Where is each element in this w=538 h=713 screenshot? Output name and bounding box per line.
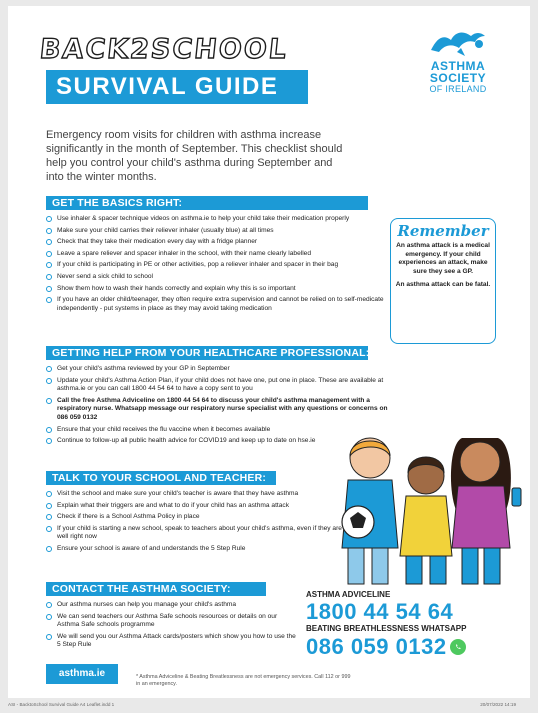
section-heading-contact: CONTACT THE ASTHMA SOCIETY: — [46, 582, 266, 596]
checkbox-circle-icon[interactable] — [46, 503, 52, 509]
remember-title: Remember — [397, 222, 489, 240]
checkbox-circle-icon[interactable] — [46, 514, 52, 520]
logo-line-asthma: ASTHMA — [430, 59, 486, 73]
checkbox-circle-icon[interactable] — [46, 438, 52, 444]
checkbox-circle-icon[interactable] — [46, 491, 52, 497]
bird-logo-icon — [427, 28, 489, 58]
checklist-item: Visit the school and make sure your child's teacher is aware that they have asthma — [46, 490, 346, 499]
section-heading-healthcare: GETTING HELP FROM YOUR HEALTHCARE PROFESSIONAL: — [46, 346, 368, 360]
checklist-item: Ensure that your child receives the flu vaccine when it becomes available — [46, 426, 391, 435]
section-heading-basics: GET THE BASICS RIGHT: — [46, 196, 368, 210]
checklist-item: Check that they take their medication every day with a fridge planner — [46, 238, 391, 247]
checkbox-circle-icon[interactable] — [46, 526, 52, 532]
whatsapp-icon — [450, 639, 466, 655]
checklist-item: If your child is starting a new school, speak to teachers about your child's asthma, even if they are well right now — [46, 525, 346, 542]
checkbox-circle-icon[interactable] — [46, 274, 52, 280]
checklist-basics — [46, 215, 391, 316]
whatsapp-number[interactable]: 086 059 0132 — [306, 634, 447, 659]
back2school-title: BACK2SCHOOL — [38, 34, 290, 65]
checklist-item: Get your child's asthma reviewed by your GP in September — [46, 365, 391, 374]
checklist-item: Show them how to wash their hands correctly and explain why this is so important — [46, 285, 391, 294]
asthma-ie-link[interactable]: asthma.ie — [46, 664, 118, 684]
checklist-item: Update your child's Asthma Action Plan, if your child does not have one, put one in place. These are available at asthma.ie or you can call 1800 44 54 64 to have a copy sent to you — [46, 377, 391, 394]
intro-paragraph: Emergency room visits for children with asthma increase significantly in the month of September. This checklist should help you control your child's asthma during September and into the winter months. — [46, 129, 343, 183]
checklist-item: Continue to follow-up all public health advice for COVID19 and keep up to date on hse.ie — [46, 437, 391, 446]
logo-line-society: SOCIETY — [429, 71, 487, 85]
checkbox-circle-icon[interactable] — [46, 634, 52, 640]
checklist-item: If you have an older child/teenager, they often require extra supervision and cannot be relied on to self-medicate independently - put systems in place as they may avoid taking medication — [46, 296, 391, 313]
checkbox-circle-icon[interactable] — [46, 546, 52, 552]
remember-text-2: An asthma attack can be fatal. — [395, 281, 491, 289]
checkbox-circle-icon[interactable] — [46, 614, 52, 620]
checklist-item: We can send teachers our Asthma Safe schools resources or details on our Asthma Safe schools programme — [46, 613, 296, 630]
survival-guide-title: SURVIVAL GUIDE — [46, 70, 308, 104]
adviceline-label: ASTHMA ADVICELINE — [306, 590, 391, 599]
whatsapp-row — [306, 634, 511, 660]
section-heading-school: TALK TO YOUR SCHOOL AND TEACHER: — [46, 471, 276, 485]
checkbox-circle-icon[interactable] — [46, 366, 52, 372]
whatsapp-label: BEATING BREATHLESSNESS WHATSAPP — [306, 624, 467, 633]
print-footer — [8, 700, 530, 710]
checkbox-circle-icon[interactable] — [46, 228, 52, 234]
checkbox-circle-icon[interactable] — [46, 286, 52, 292]
asthma-society-logo — [418, 28, 498, 95]
checkbox-circle-icon[interactable] — [46, 398, 52, 404]
logo-line-ireland: OF IRELAND — [429, 84, 487, 94]
remember-box — [390, 218, 496, 344]
checklist-item: We will send you our Asthma Attack cards/posters which show you how to use the 5 Step Rule — [46, 633, 296, 650]
checklist-school — [46, 490, 346, 557]
adviceline-number[interactable]: 1800 44 54 64 — [306, 599, 454, 624]
checkbox-circle-icon[interactable] — [46, 297, 52, 303]
checkbox-circle-icon[interactable] — [46, 251, 52, 257]
checklist-item: If your child is participating in PE or other activities, pop a reliever inhaler and spacer in their bag — [46, 261, 391, 270]
footer-timestamp: 20/07/2022 14:19 — [480, 702, 516, 707]
footer-filename: ASI - BacktoSchool Survival Guide A4 Leaflet.indd 1 — [8, 702, 115, 707]
checkbox-circle-icon[interactable] — [46, 602, 52, 608]
checklist-item: Never send a sick child to school — [46, 273, 391, 282]
checkbox-circle-icon[interactable] — [46, 378, 52, 384]
checkbox-circle-icon[interactable] — [46, 216, 52, 222]
remember-text-1: An asthma attack is a medical emergency. If your child experiences an attack, make sure they see a GP. — [396, 242, 490, 275]
checklist-item: Leave a spare reliever and spacer inhaler in the school, with their name clearly labelled — [46, 250, 391, 259]
adviceline-block — [306, 590, 511, 660]
checklist-item: Use inhaler & spacer technique videos on asthma.ie to help your child take their medication properly — [46, 215, 391, 224]
checklist-item: Check if there is a School Asthma Policy in place — [46, 513, 346, 522]
checkbox-circle-icon[interactable] — [46, 262, 52, 268]
checklist-contact — [46, 601, 296, 653]
leaflet-page — [8, 6, 530, 698]
children-illustration — [328, 418, 528, 588]
checklist-item: Explain what their triggers are and what to do if your child has an asthma attack — [46, 502, 346, 511]
checklist-item: Make sure your child carries their reliever inhaler (usually blue) at all times — [46, 227, 391, 236]
checklist-item: Call the free Asthma Adviceline on 1800 44 54 64 to discuss your child's asthma management with a respiratory nurse. Whatsapp message our respiratory nurse specialist with any questions or concerns on 086 059 0132 — [46, 397, 391, 423]
checkbox-circle-icon[interactable] — [46, 239, 52, 245]
checklist-item: Our asthma nurses can help you manage your child's asthma — [46, 601, 296, 610]
checkbox-circle-icon[interactable] — [46, 427, 52, 433]
disclaimer-text: * Asthma Adviceline & Beating Breatlessness are not emergency services. Call 112 or 999 in an emergency. — [136, 674, 351, 687]
checklist-item: Ensure your school is aware of and understands the 5 Step Rule — [46, 545, 346, 554]
